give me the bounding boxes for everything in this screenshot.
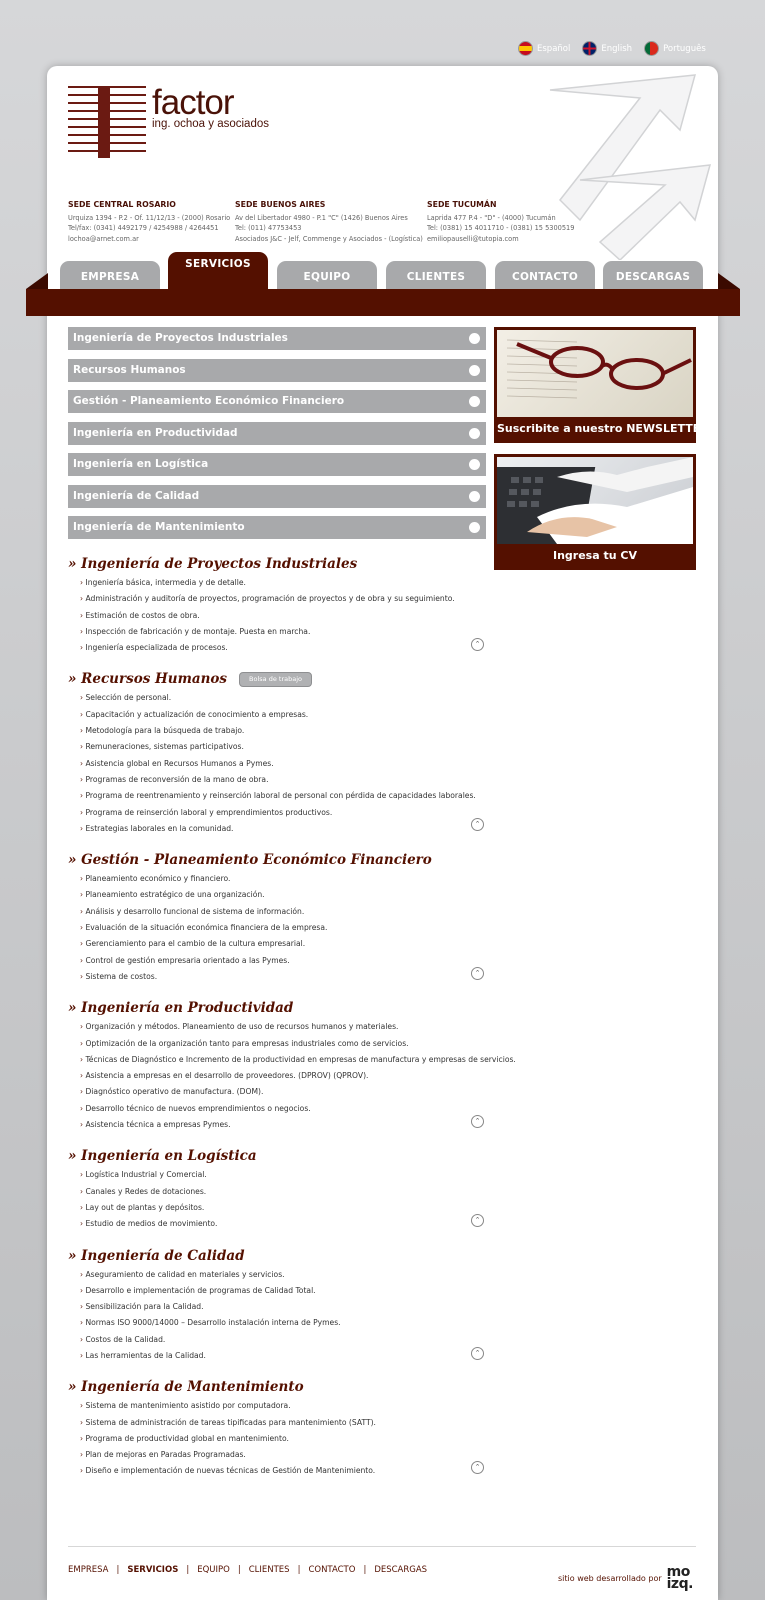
tab-servicios[interactable]: SERVICIOS xyxy=(168,252,268,290)
list-item: › Costos de la Calidad. xyxy=(80,1332,488,1348)
glasses-newspaper-image xyxy=(497,330,693,417)
list-item: › Planeamiento estratégico de una organización. xyxy=(80,887,488,903)
list-item: › Estimación de costos de obra. xyxy=(80,608,488,624)
newsletter-banner[interactable] xyxy=(494,327,709,443)
brand-subtitle: ing. ochoa y asociados xyxy=(152,118,269,130)
accordion-label: Ingeniería de Calidad xyxy=(73,489,200,502)
list-item: › Sistema de mantenimiento asistido por computadora. xyxy=(80,1398,488,1414)
list-item: › Ingeniería especializada de procesos. xyxy=(80,640,488,656)
language-selector xyxy=(518,41,706,56)
office-address: Laprida 477 P.4 - "D" - (4000) Tucumán xyxy=(427,213,556,222)
list-item: › Evaluación de la situación económica financiera de la empresa. xyxy=(80,920,488,936)
cv-label: Ingresa tu CV xyxy=(553,549,637,562)
bullet-icon xyxy=(469,333,480,344)
list-item: › Inspección de fabricación y de montaje. Puesta en marcha. xyxy=(80,624,488,640)
factor-logo-icon xyxy=(68,86,146,158)
list-item: › Ingeniería básica, intermedia y de detalle. xyxy=(80,575,488,591)
developer-credit[interactable] xyxy=(558,1566,697,1590)
accordion-item-proyectos[interactable] xyxy=(68,327,486,350)
lang-espanol[interactable] xyxy=(518,41,570,56)
office-title: SEDE CENTRAL ROSARIO xyxy=(68,200,176,209)
accordion-item-calidad[interactable] xyxy=(68,485,486,508)
back-to-top-icon[interactable]: ⌃ xyxy=(471,638,484,651)
list-item: › Programa de productividad global en mantenimiento. xyxy=(80,1431,488,1447)
keyboard-image xyxy=(497,457,693,544)
back-to-top-icon[interactable]: ⌃ xyxy=(471,818,484,831)
glasses-icon xyxy=(497,330,693,417)
list-item: › Aseguramiento de calidad en materiales y servicios. xyxy=(80,1267,488,1283)
office-email[interactable]: emiliopauselli@tutopia.com xyxy=(427,234,519,243)
list-item: › Logística Industrial y Comercial. xyxy=(80,1167,488,1183)
back-to-top-icon[interactable]: ⌃ xyxy=(471,1115,484,1128)
main-nav xyxy=(0,252,765,290)
list-item: › Estrategias laborales en la comunidad. xyxy=(80,821,488,837)
tab-contacto[interactable]: CONTACTO xyxy=(495,261,595,290)
list-item: › Sistema de costos. xyxy=(80,969,488,985)
list-item: › Canales y Redes de dotaciones. xyxy=(80,1184,488,1200)
lang-label: Português xyxy=(663,43,706,54)
flag-uk-icon xyxy=(582,41,597,56)
section-title: » Ingeniería en Productividad xyxy=(68,1000,294,1017)
list-item: › Diagnóstico operativo de manufactura. (DOM). xyxy=(80,1084,488,1100)
list-item: › Diseño e implementación de nuevas técnicas de Gestión de Mantenimiento. xyxy=(80,1463,488,1479)
flag-spain-icon xyxy=(518,41,533,56)
lang-label: English xyxy=(601,43,633,54)
keyboard-icon xyxy=(497,457,693,544)
accordion-label: Ingeniería en Productividad xyxy=(73,426,238,439)
footer-nav: EMPRESA | SERVICIOS | EQUIPO | CLIENTES | CONTACTO | DESCARGAS xyxy=(68,1565,428,1575)
tab-clientes[interactable]: CLIENTES xyxy=(386,261,486,290)
brand-logo[interactable] xyxy=(68,83,269,158)
accordion-item-productividad[interactable] xyxy=(68,422,486,445)
bullet-icon xyxy=(469,428,480,439)
accordion-label: Ingeniería de Mantenimiento xyxy=(73,521,245,533)
list-item: › Programa de reentrenamiento y reinserción laboral de personal con pérdida de capacidades laborales. xyxy=(80,788,488,804)
lang-english[interactable] xyxy=(582,41,632,56)
list-item: › Remuneraciones, sistemas participativos. xyxy=(80,739,488,755)
list-item: › Asistencia técnica a empresas Pymes. xyxy=(80,1117,488,1133)
accordion-label: Ingeniería de Proyectos Industriales xyxy=(73,332,288,344)
services-content xyxy=(68,555,516,1480)
list-item: › Plan de mejoras en Paradas Programadas. xyxy=(80,1447,488,1463)
tab-equipo[interactable]: EQUIPO xyxy=(277,261,377,290)
office-title: SEDE TUCUMÁN xyxy=(427,200,497,209)
newsletter-label: Suscribite a nuestro NEWSLETTER xyxy=(497,422,709,435)
brand-name: factor xyxy=(152,83,234,122)
office-associates: Asociados J&C - Jelf, Commenge y Asociados - (Logística) xyxy=(235,234,423,243)
back-to-top-icon[interactable]: ⌃ xyxy=(471,1461,484,1474)
office-tucuman xyxy=(427,200,617,244)
credit-text: sitio web desarrollado por xyxy=(558,1573,662,1583)
office-buenos-aires xyxy=(235,200,425,244)
office-email[interactable]: lochoa@arnet.com.ar xyxy=(68,234,139,243)
services-accordion xyxy=(68,327,486,548)
list-item: › Gerenciamiento para el cambio de la cultura empresarial. xyxy=(80,936,488,952)
accordion-item-mantenimiento[interactable] xyxy=(68,516,486,539)
bullet-icon xyxy=(469,396,480,407)
bullet-icon xyxy=(469,522,480,533)
list-item: › Las herramientas de la Calidad. xyxy=(80,1348,488,1364)
list-item: › Administración y auditoría de proyectos, programación de proyectos y de obra y su seguimiento. xyxy=(80,591,488,607)
bullet-icon xyxy=(469,459,480,470)
section-title: » Ingeniería de Mantenimiento xyxy=(68,1379,304,1396)
accordion-label: Ingeniería en Logística xyxy=(73,458,209,470)
bullet-icon xyxy=(469,365,480,376)
list-item: › Lay out de plantas y depósitos. xyxy=(80,1200,488,1216)
nav-band xyxy=(26,289,740,316)
section-title: » Recursos Humanos xyxy=(68,671,228,688)
office-title: SEDE BUENOS AIRES xyxy=(235,200,326,209)
section-title-wrap xyxy=(68,670,488,690)
footer-link-descargas[interactable]: DESCARGAS xyxy=(374,1565,428,1575)
list-item: › Normas ISO 9000/14000 – Desarrollo instalación interna de Pymes. xyxy=(80,1315,488,1331)
list-item: › Sistema de administración de tareas tipificadas para mantenimiento (SATT). xyxy=(80,1415,488,1431)
accordion-label: Recursos Humanos xyxy=(73,363,186,376)
list-item: › Desarrollo e implementación de programas de Calidad Total. xyxy=(80,1283,488,1299)
list-item: › Metodología para la búsqueda de trabajo. xyxy=(80,723,488,739)
list-item: › Sensibilización para la Calidad. xyxy=(80,1299,488,1315)
office-rosario xyxy=(68,200,258,244)
cv-banner[interactable] xyxy=(494,454,696,570)
bolsa-de-trabajo-button[interactable]: Bolsa de trabajo xyxy=(239,672,312,687)
list-item: › Desarrollo técnico de nuevos emprendimientos o negocios. xyxy=(80,1101,488,1117)
bullet-icon xyxy=(469,491,480,502)
footer-link-empresa[interactable]: EMPRESA xyxy=(68,1565,109,1575)
office-phone: Tel: (0381) 15 4011710 - (0381) 15 5300519 xyxy=(427,224,575,232)
section-rrhh xyxy=(68,670,488,837)
section-title: » Gestión - Planeamiento Económico Financiero xyxy=(68,852,432,869)
office-phone: Tel: (011) 47753453 xyxy=(235,224,302,232)
office-address: Av del Libertador 4980 - P.1 "C" (1426) Buenos Aires xyxy=(235,213,408,222)
lang-label: Español xyxy=(537,43,571,54)
list-item: › Análisis y desarrollo funcional de sistema de información. xyxy=(80,904,488,920)
list-item: › Optimización de la organización tanto para empresas industriales como de servicios. xyxy=(80,1036,488,1052)
section-calidad xyxy=(68,1247,488,1365)
tab-empresa[interactable]: EMPRESA xyxy=(60,261,160,290)
accordion-label: Gestión - Planeamiento Económico Financiero xyxy=(73,395,345,407)
tab-descargas[interactable]: DESCARGAS xyxy=(603,261,703,290)
list-item: › Asistencia global en Recursos Humanos a Pymes. xyxy=(80,756,488,772)
list-item: › Estudio de medios de movimiento. xyxy=(80,1216,488,1232)
developer-logo: mo izq. xyxy=(666,1564,693,1592)
office-address: Urquiza 1394 - P.2 - Of. 11/12/13 - (2000) Rosario xyxy=(68,213,231,222)
section-logistica xyxy=(68,1147,488,1232)
footer-link-servicios[interactable]: SERVICIOS xyxy=(127,1565,179,1575)
accordion-item-rrhh[interactable] xyxy=(68,359,486,382)
back-to-top-icon[interactable]: ⌃ xyxy=(471,1347,484,1360)
section-title: » Ingeniería en Logística xyxy=(68,1148,257,1165)
list-item: › Selección de personal. xyxy=(80,690,488,706)
list-item: › Organización y métodos. Planeamiento de uso de recursos humanos y materiales. xyxy=(80,1019,488,1035)
section-productividad xyxy=(68,999,516,1133)
back-to-top-icon[interactable]: ⌃ xyxy=(471,967,484,980)
list-item: › Programas de reconversión de la mano de obra. xyxy=(80,772,488,788)
list-item: › Control de gestión empresaria orientado a las Pymes. xyxy=(80,953,488,969)
list-item: › Programa de reinserción laboral y emprendimientos productivos. xyxy=(80,805,488,821)
footer-link-equipo[interactable]: EQUIPO xyxy=(197,1565,230,1575)
flag-portugal-icon xyxy=(644,41,659,56)
office-phone: Tel/fax: (0341) 4492179 / 4254988 / 4264451 xyxy=(68,224,219,232)
section-title: » Ingeniería de Calidad xyxy=(68,1247,245,1264)
lang-portugues[interactable] xyxy=(644,41,706,56)
list-item: › Planeamiento económico y financiero. xyxy=(80,871,488,887)
section-gestion xyxy=(68,851,488,985)
footer-link-contacto[interactable]: CONTACTO xyxy=(308,1565,356,1575)
section-title: » Ingeniería de Proyectos Industriales xyxy=(68,556,358,572)
section-proyectos xyxy=(68,555,488,656)
accordion-item-logistica[interactable] xyxy=(68,453,486,476)
accordion-item-gestion[interactable] xyxy=(68,390,486,413)
back-to-top-icon[interactable]: ⌃ xyxy=(471,1214,484,1227)
section-mantenimiento xyxy=(68,1378,488,1479)
list-item: › Técnicas de Diagnóstico e Incremento de la productividad en empresas de manufactura y empresas de servicios. xyxy=(80,1052,488,1068)
list-item: › Asistencia a empresas en el desarrollo de proveedores. (DPROV) (QPROV). xyxy=(80,1068,488,1084)
footer-link-clientes[interactable]: CLIENTES xyxy=(248,1565,290,1575)
footer-divider xyxy=(68,1546,696,1547)
list-item: › Capacitación y actualización de conocimiento a empresas. xyxy=(80,707,488,723)
